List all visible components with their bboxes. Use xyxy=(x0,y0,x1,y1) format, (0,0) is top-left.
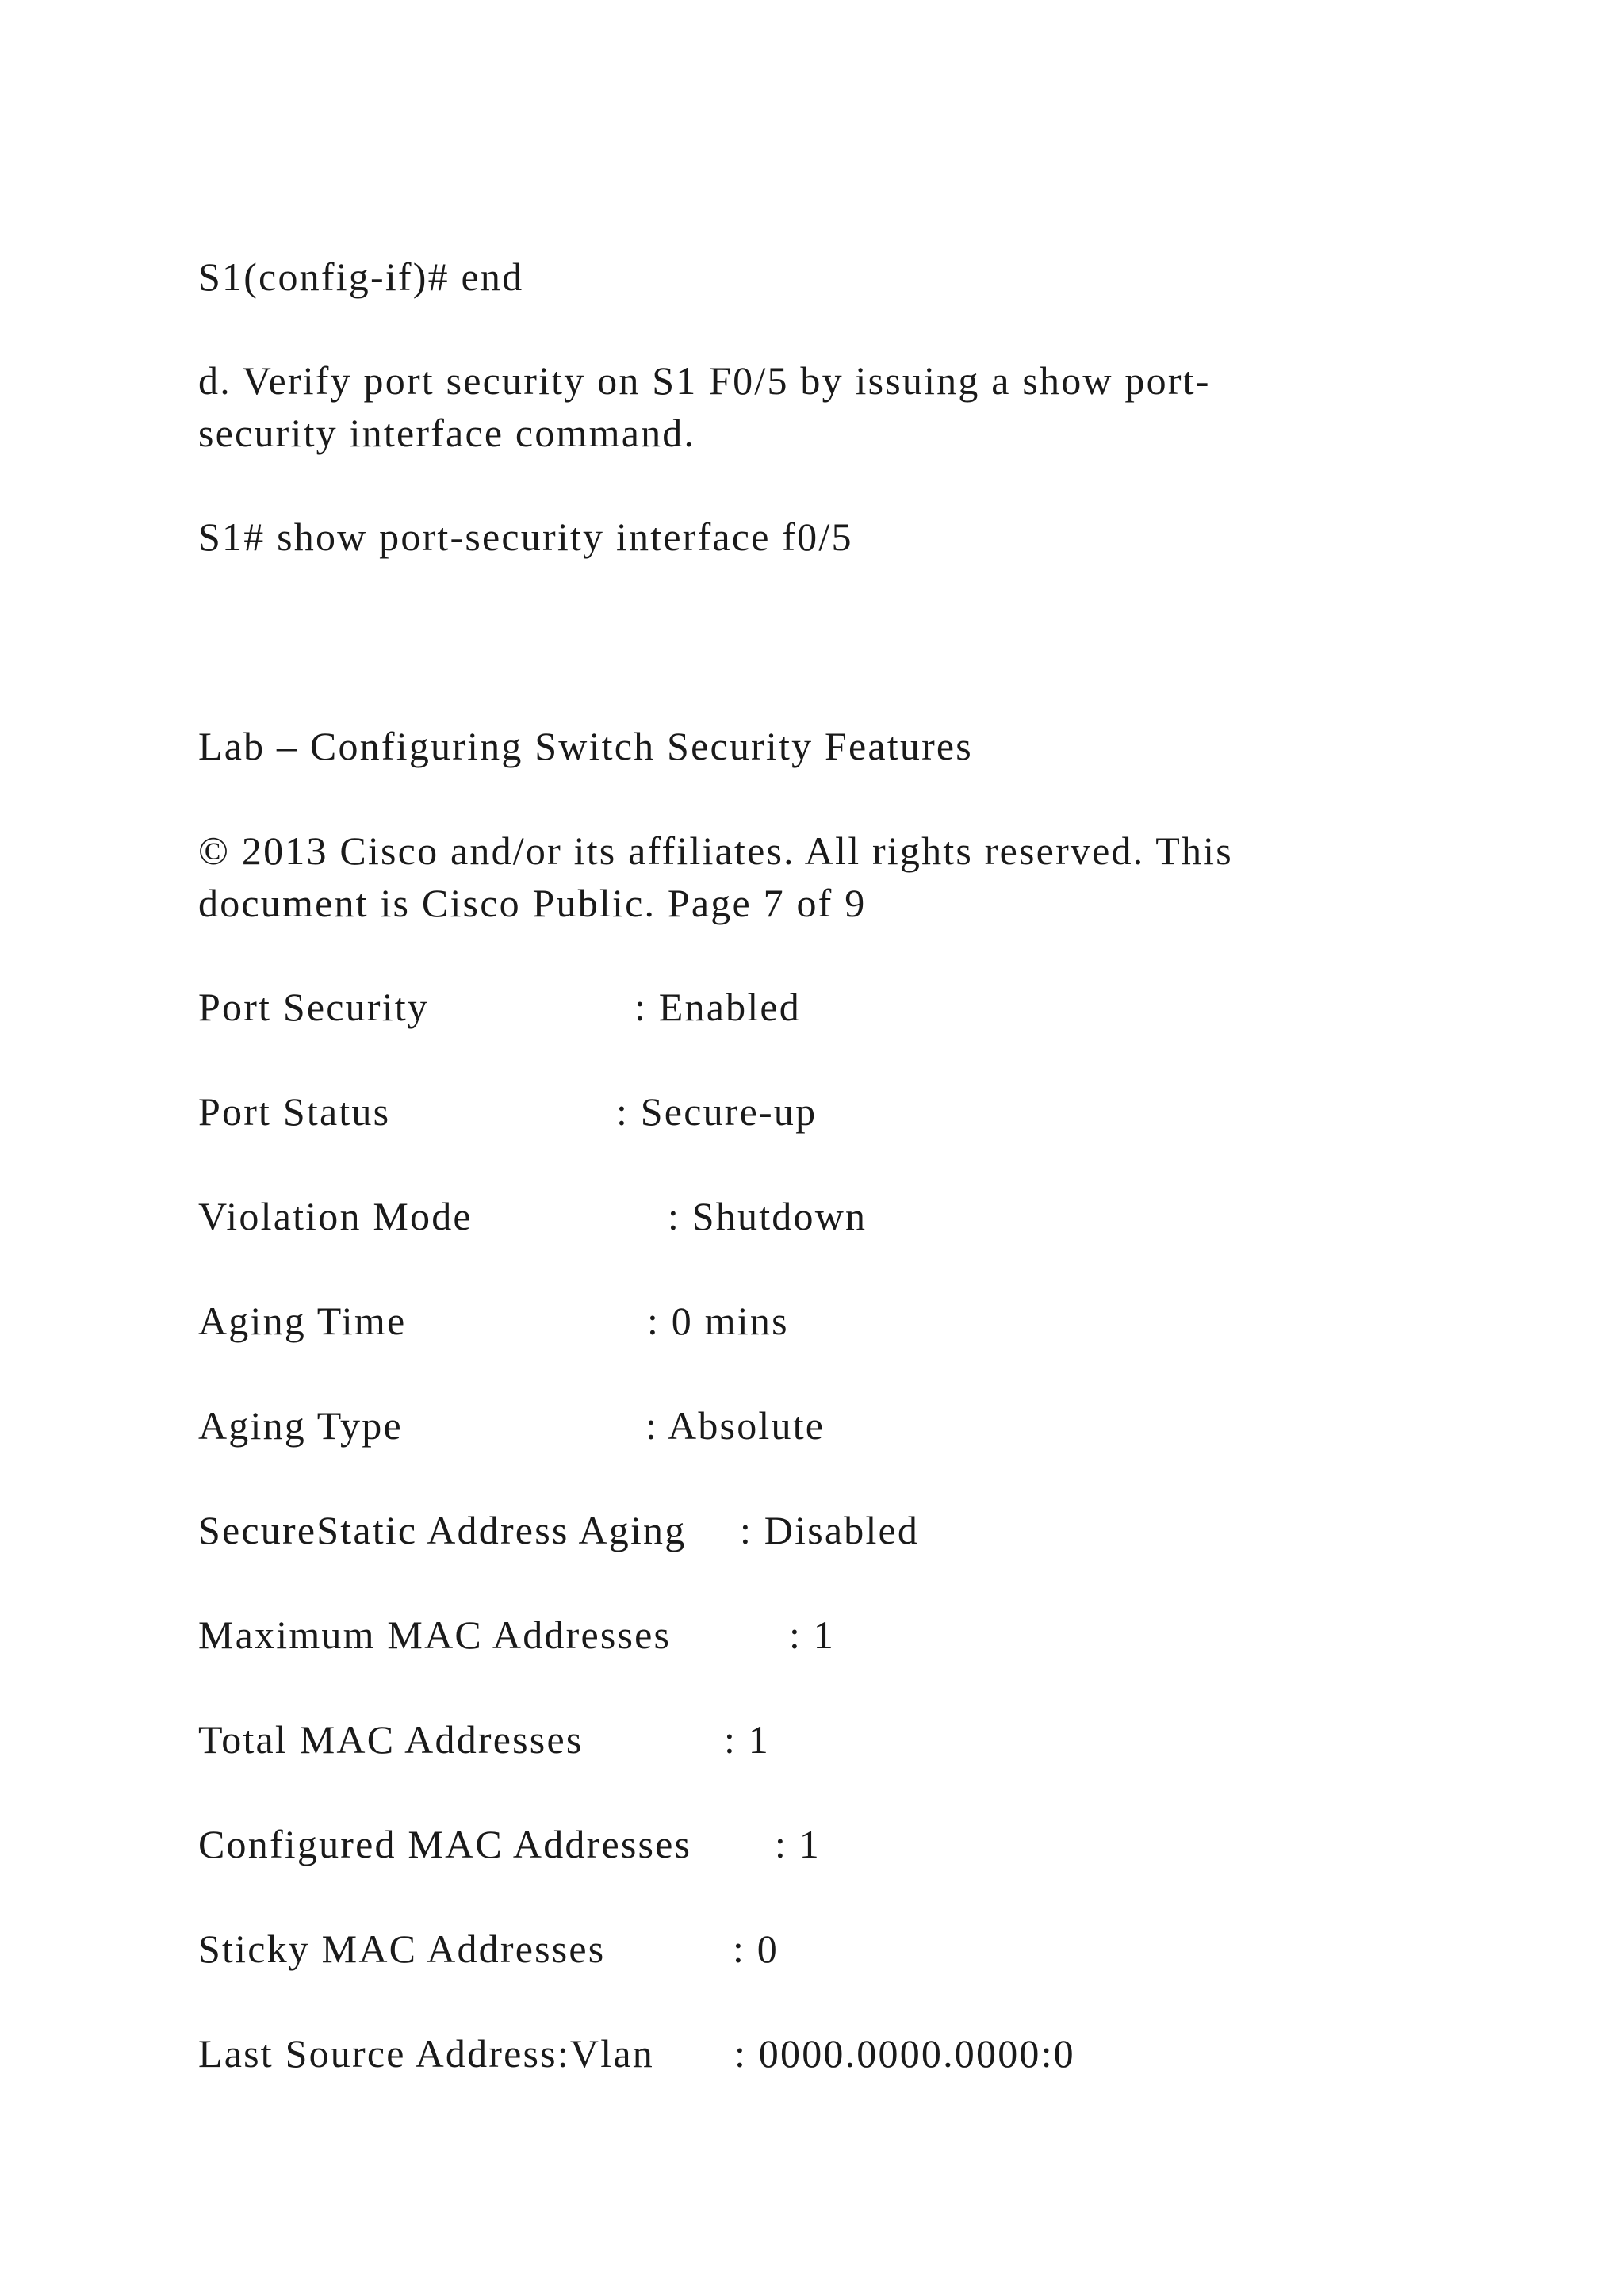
output-key: Aging Time xyxy=(198,1299,407,1343)
lab-title: Lab – Configuring Switch Security Features xyxy=(198,724,973,768)
output-value: : 1 xyxy=(724,1717,770,1762)
output-value: : 0000.0000.0000:0 xyxy=(734,2031,1075,2076)
output-row xyxy=(198,1818,821,1870)
command-end: S1(config-if)# end xyxy=(198,254,524,299)
output-value: : Disabled xyxy=(740,1508,920,1552)
output-row xyxy=(198,1085,818,1138)
step-d-instruction: d. Verify port security on S1 F0/5 by issuing a show port- security interface command. xyxy=(198,358,1211,455)
output-value: : Shutdown xyxy=(668,1194,868,1238)
output-row xyxy=(198,1609,835,1661)
output-key: Sticky MAC Addresses xyxy=(198,1927,606,1971)
output-key: Configured MAC Addresses xyxy=(198,1822,692,1866)
output-row xyxy=(198,2027,1075,2080)
output-row xyxy=(198,981,802,1033)
output-key: Maximum MAC Addresses xyxy=(198,1613,672,1657)
output-value: : 0 mins xyxy=(647,1299,789,1343)
output-value: : 0 xyxy=(733,1927,779,1971)
output-row xyxy=(198,1923,779,1975)
output-key: Total MAC Addresses xyxy=(198,1717,584,1762)
output-value: : 1 xyxy=(775,1822,821,1866)
output-key: SecureStatic Address Aging xyxy=(198,1508,687,1552)
output-key: Last Source Address:Vlan xyxy=(198,2031,654,2076)
output-key: Port Status xyxy=(198,1089,391,1134)
copyright-notice: © 2013 Cisco and/or its affiliates. All rights reserved. This document is Cisco Public. Page 7 of 9 xyxy=(198,828,1233,925)
output-row xyxy=(198,1504,920,1556)
output-value: : Absolute xyxy=(645,1403,825,1448)
output-key: Aging Type xyxy=(198,1403,403,1448)
output-value: : Secure-up xyxy=(616,1089,818,1134)
output-row xyxy=(198,1190,868,1242)
output-key: Violation Mode xyxy=(198,1194,473,1238)
output-key: Port Security xyxy=(198,985,430,1029)
output-value: : Enabled xyxy=(634,985,802,1029)
output-row xyxy=(198,1295,789,1347)
output-row xyxy=(198,1399,825,1452)
command-show-port-security: S1# show port-security interface f0/5 xyxy=(198,515,853,559)
output-row xyxy=(198,1713,770,1766)
output-value: : 1 xyxy=(789,1613,835,1657)
